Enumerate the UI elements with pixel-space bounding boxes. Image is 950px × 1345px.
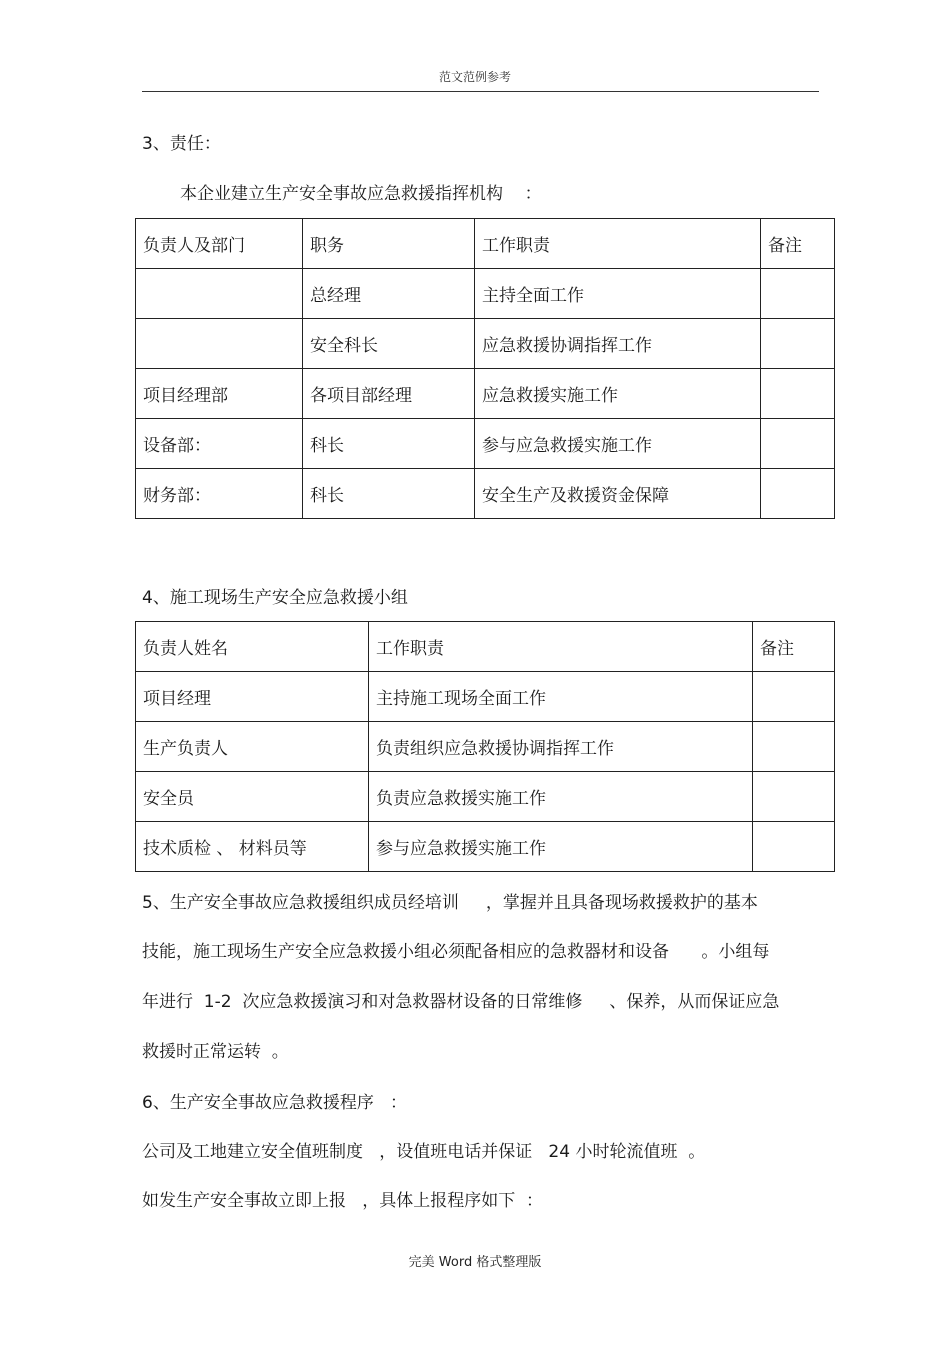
command-structure-table xyxy=(135,218,835,519)
column-header: 职务 xyxy=(303,219,475,269)
table-row xyxy=(136,772,835,822)
column-header: 负责人姓名 xyxy=(136,622,369,672)
table-cell: 安全科长 xyxy=(303,319,475,369)
table-cell: 财务部： xyxy=(136,469,303,519)
table-cell xyxy=(761,269,835,319)
column-header: 备注 xyxy=(761,219,835,269)
table-cell: 负责组织应急救援协调指挥工作 xyxy=(369,722,753,772)
table-cell xyxy=(136,319,303,369)
table-cell xyxy=(761,319,835,369)
section5-line: 5、生产安全事故应急救援组织成员经培训 ，掌握并且具备现场救援救护的基本 xyxy=(142,893,758,913)
rescue-team-table xyxy=(135,621,835,872)
section3-heading: 3、责任： xyxy=(142,134,221,154)
table-cell: 总经理 xyxy=(303,269,475,319)
header-divider xyxy=(142,91,819,92)
table-cell xyxy=(761,369,835,419)
section6-line: 公司及工地建立安全值班制度 ，设值班电话并保证 24 小时轮流值班 。 xyxy=(142,1142,706,1162)
page-header: 范文范例参考 xyxy=(438,70,511,84)
section4-heading: 4、施工现场生产安全应急救援小组 xyxy=(142,588,408,608)
page-footer: 完美 Word 格式整理版 xyxy=(408,1255,542,1270)
table-cell: 技术质检 、 材料员等 xyxy=(136,822,369,872)
table-cell: 参与应急救援实施工作 xyxy=(369,822,753,872)
table-header-row xyxy=(136,622,835,672)
table-row xyxy=(136,369,835,419)
table-header-row xyxy=(136,219,835,269)
table-cell xyxy=(761,469,835,519)
column-header: 负责人及部门 xyxy=(136,219,303,269)
table-cell: 应急救援实施工作 xyxy=(475,369,761,419)
section3-intro: 本企业建立生产安全事故应急救援指挥机构 ： xyxy=(180,184,542,204)
table-row xyxy=(136,672,835,722)
table-cell: 主持全面工作 xyxy=(475,269,761,319)
table-cell xyxy=(136,269,303,319)
table-cell: 各项目部经理 xyxy=(303,369,475,419)
table-cell: 科长 xyxy=(303,469,475,519)
table-row xyxy=(136,319,835,369)
table-cell: 安全员 xyxy=(136,772,369,822)
table-cell xyxy=(753,772,835,822)
table-cell xyxy=(753,722,835,772)
column-header: 备注 xyxy=(753,622,835,672)
table-row xyxy=(136,469,835,519)
table-cell xyxy=(753,822,835,872)
table-cell: 主持施工现场全面工作 xyxy=(369,672,753,722)
table-cell: 科长 xyxy=(303,419,475,469)
section5-line: 年进行 1-2 次应急救援演习和对急救器材设备的日常维修 、保养，从而保证应急 xyxy=(142,992,780,1012)
column-header: 工作职责 xyxy=(369,622,753,672)
table-cell: 项目经理 xyxy=(136,672,369,722)
table-row xyxy=(136,722,835,772)
section6-heading: 6、生产安全事故应急救援程序 ： xyxy=(142,1093,408,1113)
column-header: 工作职责 xyxy=(475,219,761,269)
table-cell: 项目经理部 xyxy=(136,369,303,419)
section6-line: 如发生产安全事故立即上报 ，具体上报程序如下 ： xyxy=(142,1191,544,1211)
table-cell: 参与应急救援实施工作 xyxy=(475,419,761,469)
table-row xyxy=(136,419,835,469)
table-row xyxy=(136,269,835,319)
table-row xyxy=(136,822,835,872)
table-cell xyxy=(753,672,835,722)
table-cell: 安全生产及救援资金保障 xyxy=(475,469,761,519)
table-cell: 设备部： xyxy=(136,419,303,469)
section5-line: 救援时正常运转 。 xyxy=(142,1042,289,1062)
section5-line: 技能，施工现场生产安全应急救援小组必须配备相应的急救器材和设备 。小组每 xyxy=(142,942,770,962)
table-cell: 负责应急救援实施工作 xyxy=(369,772,753,822)
table-cell: 生产负责人 xyxy=(136,722,369,772)
table-cell: 应急救援协调指挥工作 xyxy=(475,319,761,369)
table-cell xyxy=(761,419,835,469)
